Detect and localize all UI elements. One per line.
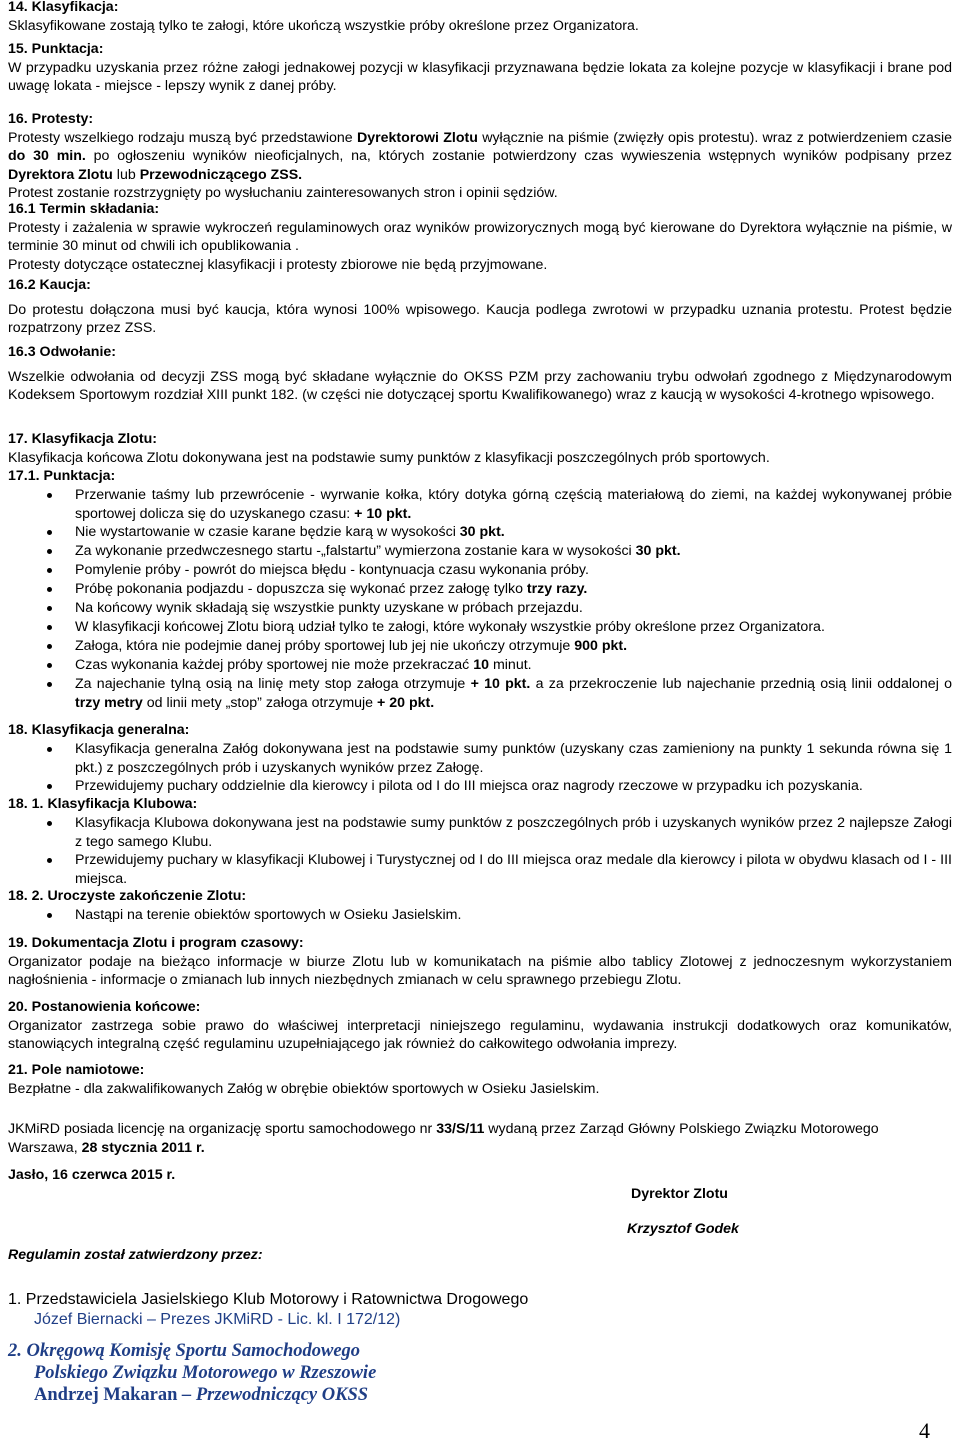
section-heading: 17.1. Punktacja:: [8, 468, 116, 485]
text-run: JKMiRD posiada licencję na organizację sportu samochodowego nr: [8, 1121, 437, 1137]
text-run: W klasyfikacji końcowej Zlotu biorą udział tylko te załogi, które wykonały wszystkie próby określone przez Organizatora.: [75, 619, 825, 635]
approval-heading: Regulamin został zatwierdzony przez:: [8, 1247, 263, 1263]
section-16-3: [8, 343, 952, 405]
list-item: [8, 542, 952, 561]
approval-line: Polskiego Związku Motorowego w Rzeszowie: [34, 1363, 377, 1383]
section-text: Klasyfikacja końcowa Zlotu dokonywana jest na podstawie sumy punktów z klasyfikacji poszczególnych prób sportowych.: [8, 449, 770, 466]
signature-title: Dyrektor Zlotu: [631, 1186, 728, 1202]
list-item-text: Przewidujemy puchary oddzielnie dla kierowcy i pilota od I do III miejsca oraz nagrody rzeczowe w przypadku ich pozyskania.: [75, 778, 863, 794]
text-run: minut.: [489, 657, 532, 673]
text-run: + 10 pkt.: [354, 505, 412, 522]
section-heading: 14. Klasyfikacja:: [8, 0, 119, 15]
section-20: [8, 998, 952, 1054]
list-item: [8, 814, 952, 851]
list-item: [8, 637, 952, 656]
text-run: po ogłoszeniu wyników nieoficjalnych, na, których zostanie potwierdzony czas wywieszenia wstępnych wyników podpisany przez: [85, 148, 952, 165]
bullet-icon: [47, 663, 52, 668]
list-item: [8, 777, 952, 796]
text-run: 28 stycznia 2011 r.: [81, 1139, 205, 1156]
section-heading: 18. 2. Uroczyste zakończenie Zlotu:: [8, 888, 247, 904]
section-text: Do protestu dołączona musi być kaucja, która wynosi 100% wpisowego. Kaucja podlega zwrotowi w przypadku uznania protestu. Protest będzie rozpatrzony przez ZSS.: [8, 301, 952, 337]
list-item: [8, 740, 952, 777]
approval-item-1: [8, 1290, 528, 1330]
bullet-icon: [47, 644, 52, 649]
section-heading: 16.2 Kaucja:: [8, 277, 91, 293]
section-text: [8, 129, 952, 185]
approval-line: Andrzej Makaran: [34, 1385, 182, 1405]
list-item-text: Klasyfikacja generalna Załóg dokonywana jest na podstawie sumy punktów (uzyskany czas zamieniony na punkty 1 sekunda równa się 1 pkt.) z poszczególnych prób i uzyskanych wyników przez Załogę.: [75, 741, 952, 776]
text-run: 900 pkt.: [574, 638, 628, 654]
page-number: 4: [919, 1418, 930, 1443]
text-run: trzy razy.: [526, 581, 588, 597]
approval-line: 1. Przedstawiciela Jasielskiego Klub Motorowy i Ratownictwa Drogowego: [8, 1291, 529, 1308]
text-run: a za przekroczenie lub najechanie przednią osią linii oddalonej o: [530, 676, 952, 692]
section-heading: 16.3 Odwołanie:: [8, 344, 117, 360]
signature-name: Krzysztof Godek: [627, 1221, 739, 1237]
section-21: [8, 1061, 952, 1098]
text-run: Za najechanie tylną osią na linię mety stop załoga otrzymuje: [75, 676, 471, 692]
bullet-icon: [47, 587, 52, 592]
list-item-text: Klasyfikacja Klubowa dokonywana jest na podstawie sumy punktów z poszczególnych prób i uzyskanych wyników przez 2 najlepsze Załogi z tego samego Klubu.: [75, 815, 952, 850]
bullet-icon: [47, 784, 52, 789]
bullet-icon: [47, 821, 52, 826]
list-item-text: Nastąpi na terenie obiektów sportowych w Osieku Jasielskim.: [75, 907, 462, 923]
section-18-1: [8, 795, 952, 814]
place-date: Jasło, 16 czerwca 2015 r.: [8, 1167, 176, 1183]
text-run: Za wykonanie przedwczesnego startu -„falstartu” wymierzona zostanie kara w wysokości: [75, 543, 636, 559]
section-heading: 20. Postanowienia końcowe:: [8, 999, 201, 1015]
list-item: [8, 618, 952, 637]
section-text: Protest zostanie rozstrzygnięty po wysłuchaniu zainteresowanych stron i opinii sędziów.: [8, 185, 558, 202]
section-heading: 16. Protesty:: [8, 111, 94, 127]
text-run: wydaną przez Zarząd Główny Polskiego Związku Motorowego Warszawa,: [8, 1121, 879, 1156]
section-heading: 16.1 Termin składania:: [8, 201, 160, 217]
list-item: [8, 599, 952, 618]
section-heading: 15. Punktacja:: [8, 41, 104, 57]
bullet-icon: [47, 493, 52, 498]
text-run: Protesty wszelkiego rodzaju muszą być przedstawione: [8, 129, 357, 146]
text-run: 30 pkt.: [459, 524, 505, 540]
text-run: Przewodniczącego ZSS.: [139, 166, 303, 183]
section-heading: 21. Pole namiotowe:: [8, 1062, 145, 1078]
text-run: od linii mety „stop” załoga otrzymuje: [142, 694, 378, 711]
section-text: Protesty dotyczące ostatecznej klasyfikacji i protesty zbiorowe nie będą przyjmowane.: [8, 256, 548, 273]
approval-line: Józef Biernacki – Prezes JKMiRD - Lic. kl. I 172/12): [34, 1311, 401, 1328]
text-run: + 20 pkt.: [377, 694, 435, 711]
bullet-icon: [47, 530, 52, 535]
section-text: [8, 1120, 888, 1157]
approval-line: – Przewodniczący OKSS: [181, 1385, 369, 1405]
license-note: [8, 1120, 888, 1157]
section-text: Organizator podaje na bieżąco informacje w biurze Zlotu lub w komunikatach na piśmie albo tablicy Zlotowej z jednoczesnym wykorzystaniem nagłośnienia - informacje o zmianach lub innych niezbędnych zmianach w celu sprawnego przebiegu Zlotu.: [8, 953, 952, 989]
text-run: do 30 min.: [8, 148, 86, 165]
section-text: Wszelkie odwołania od decyzji ZSS mogą być składane wyłącznie do OKSS PZM przy zachowaniu trybu odwołań zgodnego z Międzynarodowym Kodeksem Sportowym rozdział XIII punkt 182. (w części nie dotyczącej sportu Kwalifikowanego) wraz z kaucją w wysokości 4-krotnego wpisowego.: [8, 368, 952, 404]
section-text: Bezpłatne - dla zakwalifikowanych Załóg w obrębie obiektów sportowych w Osieku Jasielskim.: [8, 1080, 600, 1097]
text-run: trzy metry: [75, 694, 143, 711]
text-run: Załoga, która nie podejmie danej próby sportowej lub jej nie ukończy otrzymuje: [75, 638, 575, 654]
list-item: [8, 851, 952, 888]
section-17: [8, 430, 952, 486]
bullet-icon: [47, 625, 52, 630]
bullet-icon: [47, 747, 52, 752]
text-run: Dyrektorowi Zlotu: [356, 129, 478, 146]
text-run: Nie wystartowanie w czasie karane będzie karą w wysokości: [75, 524, 460, 540]
bullet-icon: [47, 682, 52, 687]
section-heading: 18. 1. Klasyfikacja Klubowa:: [8, 796, 198, 812]
list-item: [8, 523, 952, 542]
section-text: W przypadku uzyskania przez różne załogi jednakowej pozycji w klasyfikacji przyznawana będzie lokata za kolejne pozycje w klasyfikacji i brane pod uwagę lokata - miejsce - lepszy wynik z danej próby.: [8, 59, 952, 95]
text-run: Czas wykonania każdej próby sportowej nie może przekraczać: [75, 657, 474, 673]
text-run: lub: [112, 166, 140, 183]
text-run: Próbę pokonania podjazdu - dopuszcza się wykonać przez załogę tylko: [75, 581, 527, 597]
section-text: Sklasyfikowane zostają tylko te załogi, które ukończą wszystkie próby określone przez Organizatora.: [8, 17, 639, 34]
section-16-1: [8, 200, 952, 274]
section-18-2: [8, 887, 952, 906]
bullet-icon: [47, 568, 52, 573]
list-item: [8, 906, 952, 925]
section-16-2: [8, 276, 952, 338]
text-run: 10: [473, 657, 490, 673]
bullet-icon: [47, 549, 52, 554]
text-run: Pomylenie próby - powrót do miejsca błędu - kontynuacja czasu wykonania próby.: [75, 562, 589, 578]
text-run: Dyrektora Zlotu: [8, 166, 113, 183]
list-item: [8, 580, 952, 599]
section-text: Organizator zastrzega sobie prawo do właściwej interpretacji niniejszego regulaminu, wydawania instrukcji dodatkowych oraz komunikatów, stanowiących integralną część regulaminu uzupełniającego jak również do całkowitego odwołania imprezy.: [8, 1017, 952, 1053]
section-text: Protesty i zażalenia w sprawie wykroczeń regulaminowych oraz wyników prowizorycznych mogą być kierowane do Dyrektora wyłącznie na piśmie, w terminie 30 minut od chwili ich opublikowania .: [8, 219, 952, 255]
text-run: Na końcowy wynik składają się wszystkie punkty uzyskane w próbach przejazdu.: [75, 600, 583, 616]
section-18: [8, 721, 952, 740]
section-15: [8, 40, 952, 96]
text-run: 30 pkt.: [635, 543, 681, 559]
text-run: Przerwanie taśmy lub przewrócenie - wyrwanie kołka, który dotyka górną częścią materiałową do ziemi, na każdej wykonywanej próbie sportowej dolicza się do uzyskanego czasu:: [75, 487, 952, 522]
section-heading: 17. Klasyfikacja Zlotu:: [8, 431, 158, 447]
approval-line: 2. Okręgową Komisję Sportu Samochodowego: [8, 1341, 361, 1361]
section-heading: 19. Dokumentacja Zlotu i program czasowy:: [8, 935, 304, 951]
text-run: wyłącznie na piśmie (zwięzły opis protestu). wraz z potwierdzeniem czasie: [477, 129, 952, 146]
bullet-icon: [47, 913, 52, 918]
list-item-text: Przewidujemy puchary w klasyfikacji Klubowej i Turystycznej od I do III miejsca oraz medale dla kierowcy i pilota w obydwu klasach od I - III miejsca.: [75, 852, 952, 887]
text-run: + 10 pkt.: [470, 676, 531, 692]
text-run: 33/S/11: [436, 1121, 485, 1137]
approval-item-2: [8, 1340, 376, 1406]
list-item: [8, 486, 952, 523]
list-item: [8, 561, 952, 580]
list-item: [8, 675, 952, 712]
section-16: [8, 110, 952, 203]
bullet-icon: [47, 858, 52, 863]
section-19: [8, 934, 952, 990]
section-heading: 18. Klasyfikacja generalna:: [8, 722, 190, 738]
section-14: [8, 0, 952, 35]
bullet-icon: [47, 606, 52, 611]
list-item: [8, 656, 952, 675]
